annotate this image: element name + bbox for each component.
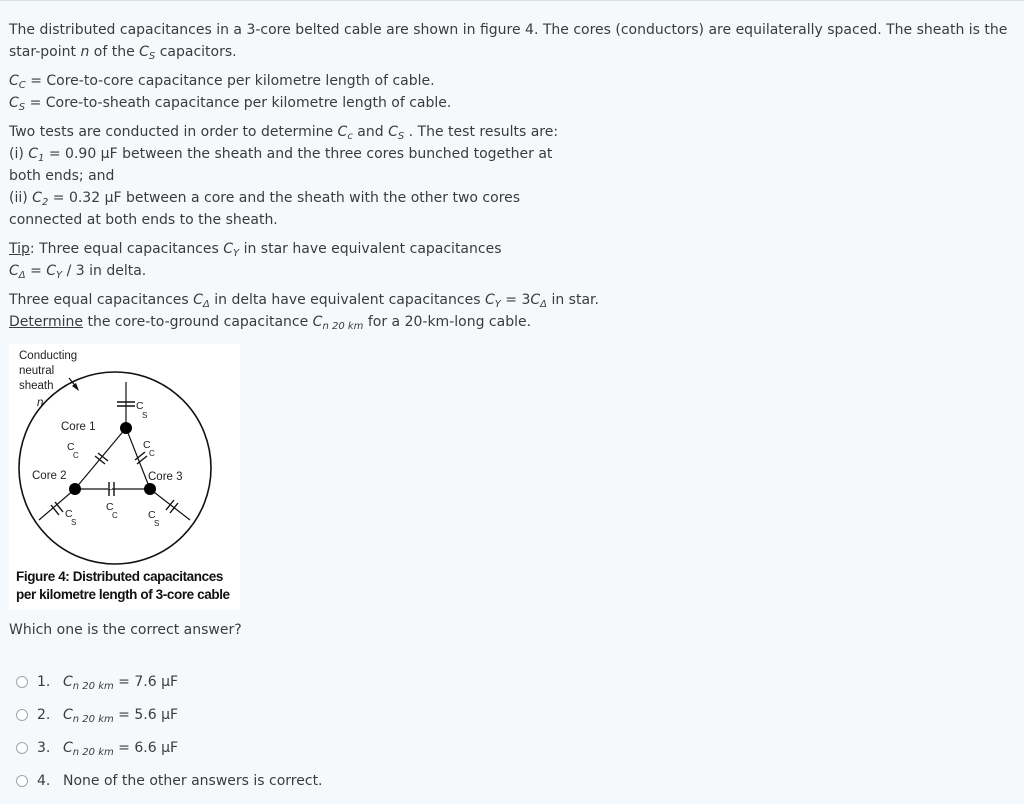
option-2-text: $C_{n 20 km} = 5.6$ μF <box>63 706 179 725</box>
core1-dot <box>120 422 132 434</box>
option-4-number: 4. <box>37 772 51 789</box>
test-description: Two tests are conducted in order to determine $C_c$ and $C_S$ . The test results are: (i) $C_1 = 0.90$ μF between the sheath and the three cores bunched together at both ends; and (ii) $C_2 = 0.32$ μF between a core and the sheath with the other two cores connected at both ends to the sheath. <box>9 124 559 228</box>
core2-dot <box>69 483 81 495</box>
option-1-text: $C_{n 20 km} = 7.6$ μF <box>63 673 179 692</box>
sheath-circle <box>19 372 211 564</box>
figure-caption: Figure 4: Distributed capacitances per kilometre length of 3-core cable <box>16 569 230 602</box>
core1-label: Core 1 <box>61 421 96 433</box>
core3-dot <box>144 483 156 495</box>
svg-text:C: C <box>67 441 75 453</box>
svg-text:C: C <box>65 508 73 520</box>
wire-core1-core3 <box>126 428 150 489</box>
svg-text:C: C <box>112 511 118 520</box>
svg-text:C: C <box>148 509 156 521</box>
option-2[interactable] <box>16 698 616 731</box>
cable-figure <box>9 344 240 610</box>
wire-core1-core2 <box>75 428 126 489</box>
svg-text:C: C <box>143 439 151 451</box>
core3-label: Core 3 <box>148 471 183 483</box>
option-4-text: None of the other answers is correct. <box>63 772 323 789</box>
answer-prompt: Which one is the correct answer? <box>9 622 242 638</box>
definitions: $C_C$ = Core-to-core capacitance per kilometre length of cable. $C_S$ = Core-to-sheath capacitance per kilometre length of cable. <box>9 73 452 113</box>
label-n: n <box>37 397 44 409</box>
top-divider <box>0 0 1024 1</box>
label-sheath-1: Conducting <box>19 350 78 362</box>
svg-text:C: C <box>106 501 114 513</box>
question-intro: The distributed capacitances in a 3-core belted cable are shown in figure 4. The cores (conductors) are equilaterally spaced. The sheath is the star-point n of the $C_S$ capacitors. <box>9 22 1008 62</box>
svg-text:C: C <box>149 449 155 458</box>
svg-text:C: C <box>73 451 79 460</box>
delta-star-note: Three equal capacitances $C_\Delta$ in delta have equivalent capacitances $C_Y = 3C_\Delta$ in star. Determine the core-to-ground capacitance $C_{n 20 km}$ for a 20-km-long cable. <box>9 292 599 332</box>
option-1[interactable] <box>16 665 616 698</box>
arrow-head-icon <box>72 383 79 391</box>
option-3[interactable] <box>16 731 616 764</box>
capacitor-symbols <box>51 402 178 515</box>
option-3-text: $C_{n 20 km} = 6.6$ μF <box>63 739 179 758</box>
option-2-radio[interactable] <box>16 709 28 721</box>
option-4[interactable] <box>16 764 616 797</box>
question-text <box>9 19 1019 333</box>
option-1-radio[interactable] <box>16 676 28 688</box>
svg-text:C: C <box>136 400 144 412</box>
label-sheath-2: neutral <box>19 365 55 377</box>
option-1-number: 1. <box>37 673 51 690</box>
option-3-number: 3. <box>37 739 51 756</box>
svg-text:S: S <box>142 411 148 420</box>
svg-text:S: S <box>71 518 77 527</box>
svg-text:S: S <box>154 519 160 528</box>
option-3-radio[interactable] <box>16 742 28 754</box>
capacitance-labels <box>65 400 159 528</box>
tip: Tip: Three equal capacitances $C_Y$ in star have equivalent capacitances $C_\Delta = C_Y / 3$ in delta. <box>9 241 502 281</box>
option-2-number: 2. <box>37 706 51 723</box>
answer-options <box>16 665 616 797</box>
core2-label: Core 2 <box>32 470 67 482</box>
cable-diagram <box>9 344 240 568</box>
label-sheath-3: sheath <box>19 380 54 392</box>
option-4-radio[interactable] <box>16 775 28 787</box>
